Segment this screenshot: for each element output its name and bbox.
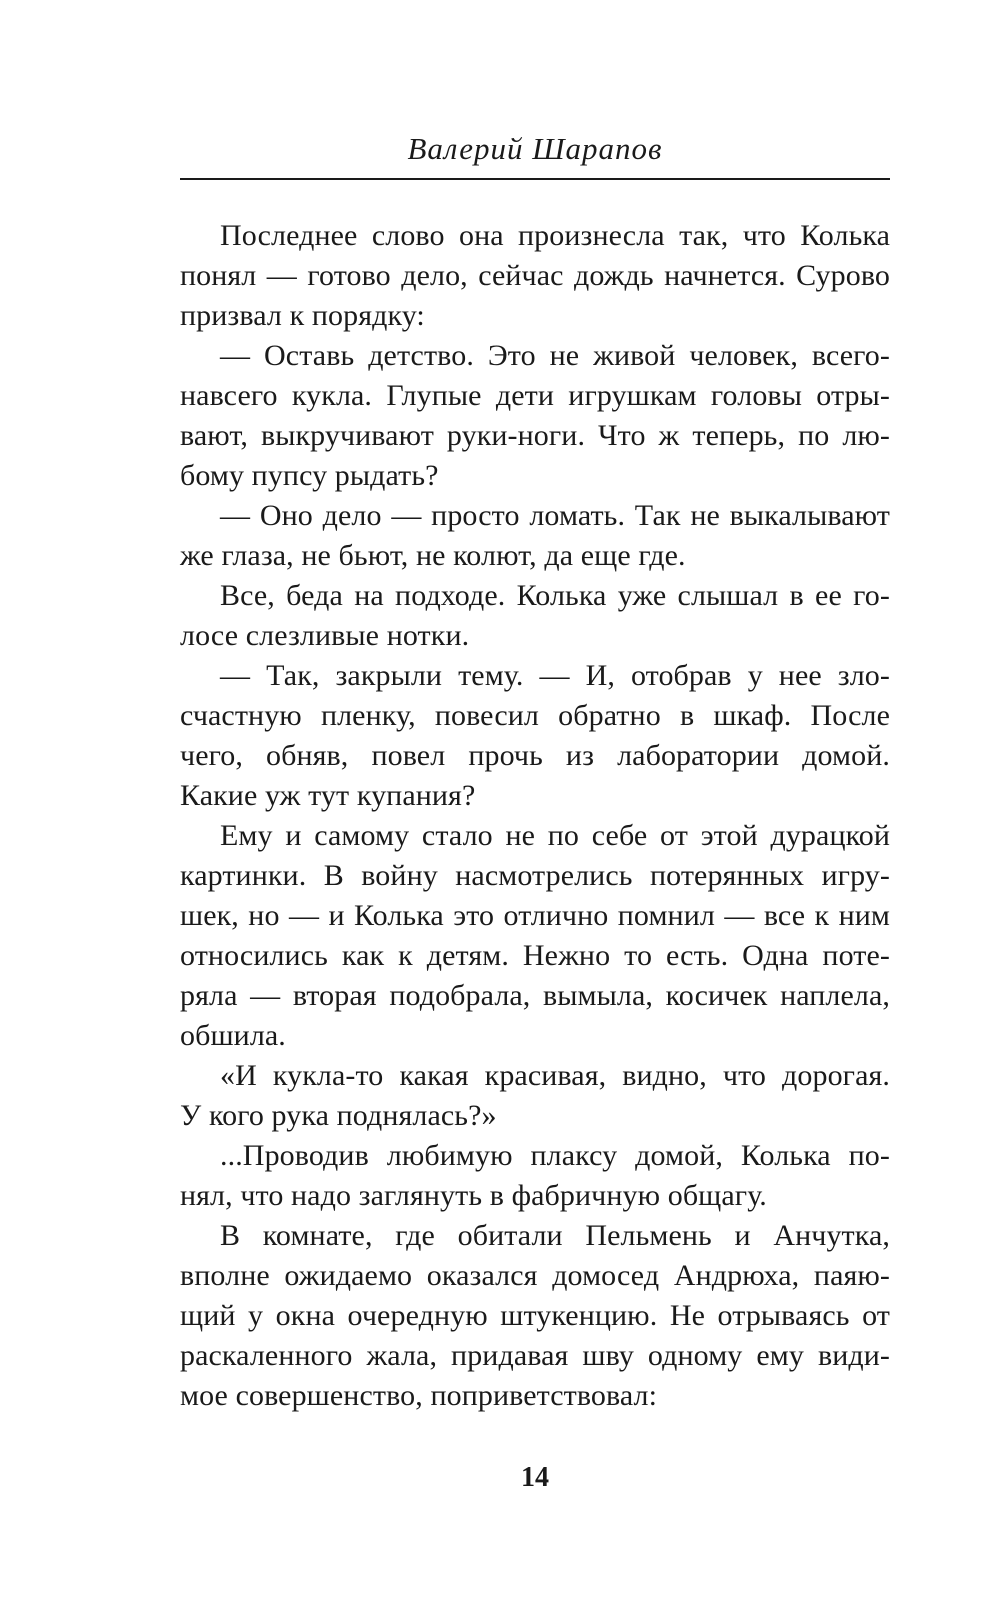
text-line: раскаленного жала, придавая шву одному ему види- — [180, 1339, 890, 1372]
text-line: лосе слезливые нотки. — [180, 619, 470, 652]
text-line: У кого рука поднялась?» — [180, 1099, 497, 1132]
page-number: 14 — [521, 1462, 549, 1493]
text-line: картинки. В войну насмотрелись потерянных игру- — [180, 859, 890, 892]
text-line: понял — готово дело, сейчас дождь начнется. Сурово — [180, 259, 890, 292]
running-title: Валерий Шарапов — [407, 131, 663, 166]
text-line: Ему и самому стало не по себе от этой дурацкой — [220, 819, 890, 852]
text-line: — Оно дело — просто ломать. Так не выкалывают — [220, 499, 890, 532]
text-line: относились как к детям. Нежно то есть. Одна поте- — [180, 939, 890, 972]
text-line: бому пупсу рыдать? — [180, 459, 439, 492]
text-line: щий у окна очередную штукенцию. Не отрываясь от — [180, 1299, 890, 1332]
text-line: Какие уж тут купания? — [180, 779, 476, 812]
text-line: навсего кукла. Глупые дети игрушкам головы отры- — [180, 379, 890, 412]
text-line: обшила. — [180, 1019, 286, 1052]
text-line: же глаза, не бьют, не колют, да еще где. — [180, 539, 686, 572]
text-line: ...Проводив любимую плаксу домой, Колька по- — [220, 1139, 890, 1172]
text-line: призвал к порядку: — [180, 299, 425, 332]
text-line: Все, беда на подходе. Колька уже слышал в ее го- — [220, 579, 890, 612]
text-line: — Оставь детство. Это не живой человек, всего- — [220, 339, 890, 372]
text-line: мое совершенство, поприветствовал: — [180, 1379, 658, 1412]
text-line: — Так, закрыли тему. — И, отобрав у нее зло- — [220, 659, 890, 692]
text-line: нял, что надо заглянуть в фабричную общагу. — [180, 1179, 767, 1212]
header-rule — [180, 178, 890, 180]
text-line: Последнее слово она произнесла так, что Колька — [220, 219, 890, 252]
text-line: В комнате, где обитали Пельмень и Анчутка, — [220, 1219, 890, 1252]
text-line: ряла — вторая подобрала, вымыла, косичек наплела, — [180, 979, 890, 1012]
text-line: счастную пленку, повесил обратно в шкаф. После — [180, 699, 890, 732]
text-line: чего, обняв, повел прочь из лаборатории домой. — [180, 739, 890, 772]
body-text — [180, 216, 890, 1416]
text-line: шек, но — и Колька это отлично помнил — все к ним — [180, 899, 890, 932]
text-line: вполне ожидаемо оказался домосед Андрюха, паяю- — [180, 1259, 890, 1292]
text-line: «И кукла-то какая красивая, видно, что дорогая. — [220, 1059, 890, 1092]
text-line: вают, выкручивают руки-ноги. Что ж теперь, по лю- — [180, 419, 890, 452]
